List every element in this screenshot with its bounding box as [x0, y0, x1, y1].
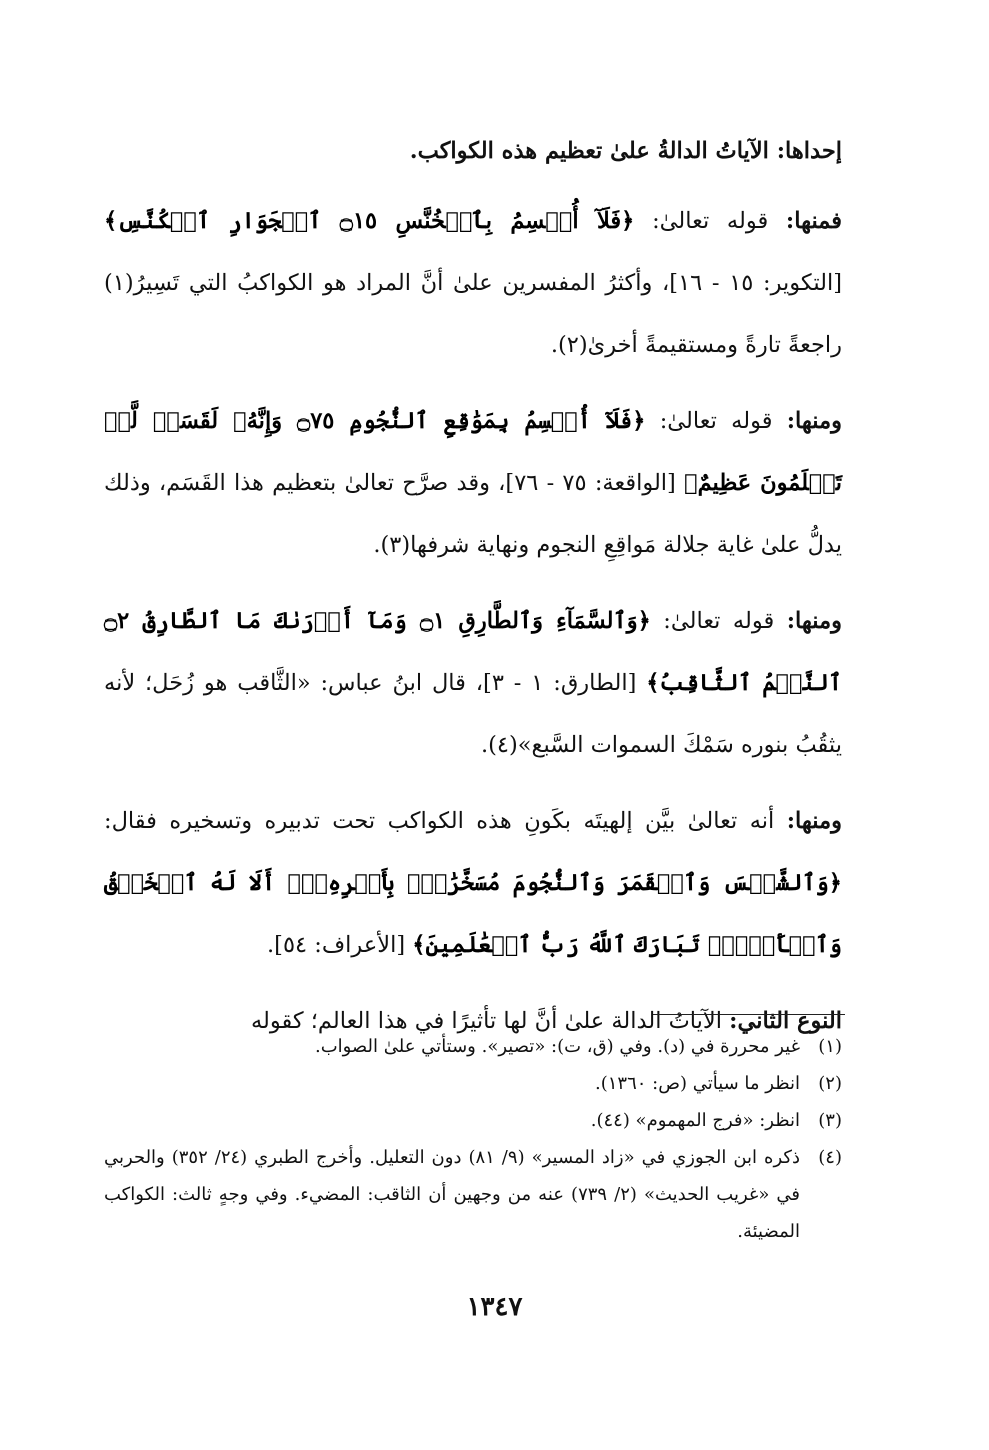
quran-verse: ﴿فَلَآ أُقۡسِمُ بِٱلۡخُنَّسِ ۝١٥ ٱلۡجَوَارِ ٱلۡكُنَّسِ﴾: [104, 208, 635, 234]
footnote-item: [104, 1139, 842, 1250]
paragraph-text: [التكوير: ١٥ - ١٦]، وأكثرُ المفسرين علىٰ أنَّ المراد هو الكواكبُ التي تَسِيرُ(١) راجعةً تارةً ومستقيمةً أخرىٰ(٢).: [104, 270, 842, 358]
quran-verse: ﴿وَٱلسَّمَآءِ وَٱلطَّارِقِ ۝١ وَمَآ أَدۡرَىٰكَ مَا ٱلطَّارِقُ ۝٢ ٱلنَّجۡمُ ٱلثَّاقِبُ﴾: [104, 608, 842, 696]
paragraph-text: [الواقعة: ٧٥ - ٧٦]، وقد صرَّح تعالىٰ بتعظيم هذا القَسَم، وذلك يدلُّ علىٰ غاية جلالة مَواقِعِ النجوم ونهاية شرفها(٣).: [104, 470, 842, 558]
quran-verse: ﴿فَلَآ أُقۡسِمُ بِمَوَٰقِعِ ٱلنُّجُومِ ۝٧٥ وَإِنَّهُۥ لَقَسَمٞ لَّوۡ تَعۡلَمُونَ عَظِيمٌ﴾: [104, 408, 842, 496]
footnotes: [104, 1028, 842, 1250]
paragraph-text: [الطارق: ١ - ٣]، قال ابنُ عباس: «الثَّاقب هو زُحَل؛ لأنه يثقُبُ بنوره سَمْكَ السموات السَّبع»(٤).: [104, 670, 842, 758]
footnote-item: [104, 1065, 842, 1102]
footnote-number: (٢): [818, 1073, 842, 1094]
footnote-item: [104, 1102, 842, 1139]
footnote-number: (٤): [818, 1147, 842, 1168]
footnote-number: (٣): [818, 1110, 842, 1131]
paragraph-text: أنه تعالىٰ بيَّن إلهيتَه بكَونِ هذه الكواكب تحت تدبيره وتسخيره فقال:: [104, 808, 787, 834]
intro-text: إحداها: الآياتُ الدالةُ علىٰ تعظيم هذه الكواكب.: [409, 138, 842, 164]
main-text: [104, 120, 842, 1066]
paragraph-araf: [104, 790, 842, 976]
paragraph-text: قوله تعالىٰ:: [650, 608, 787, 634]
footnote-number: (١): [818, 1036, 842, 1057]
intro-paragraph: [104, 120, 842, 182]
paragraph-lead: ومنها:: [786, 608, 842, 634]
paragraph-takwir: [104, 190, 842, 376]
paragraph-lead: فمنها:: [785, 208, 842, 234]
paragraph-lead: ومنها:: [786, 808, 842, 834]
paragraph-lead: ومنها:: [786, 408, 842, 434]
paragraph-text: قوله تعالىٰ:: [634, 208, 786, 234]
footnote-text: انظر: «فرج المهموم» (٤٤).: [590, 1110, 800, 1131]
footnote-text: انظر ما سيأتي (ص: ١٣٦٠).: [594, 1073, 800, 1094]
paragraph-lead: النوع الثاني:: [729, 1008, 842, 1034]
paragraph-text: قوله تعالىٰ:: [645, 408, 787, 434]
quran-verse: ﴿وَٱلشَّمۡسَ وَٱلۡقَمَرَ وَٱلنُّجُومَ مُسَخَّرَٰتِۭ بِأَمۡرِهِۦٓۗ أَلَا لَهُ ٱلۡخَلۡقُ وَٱلۡأَمۡرُۗ تَبَارَكَ ٱللَّهُ رَبُّ ٱلۡعَٰلَمِينَ﴾: [104, 870, 842, 958]
footnote-text: غير محررة في (د). وفي (ق، ت): «تصير». وستأتي علىٰ الصواب.: [314, 1036, 800, 1057]
footnote-text: ذكره ابن الجوزي في «زاد المسير» (٩/ ٨١) دون التعليل. وأخرج الطبري (٢٤/ ٣٥٢) والحربي في «غريب الحديث» (٢/ ٧٣٩) عنه من وجهين أن الثاقب: المضيء. وفي وجهٍ ثالث: الكواكب المضيئة.: [104, 1147, 800, 1242]
footnote-item: [104, 1028, 842, 1065]
paragraph-text: [الأعراف: ٥٤].: [267, 932, 413, 958]
page-number: ١٣٤٧: [466, 1292, 523, 1322]
paragraph-tariq: [104, 590, 842, 776]
paragraph-waqiah: [104, 390, 842, 576]
paragraph-text: الآياتُ الدالة علىٰ أنَّ لها تأثيرًا في هذا العالم؛ كقوله: [250, 1008, 730, 1034]
footnote-divider: [653, 1014, 845, 1015]
